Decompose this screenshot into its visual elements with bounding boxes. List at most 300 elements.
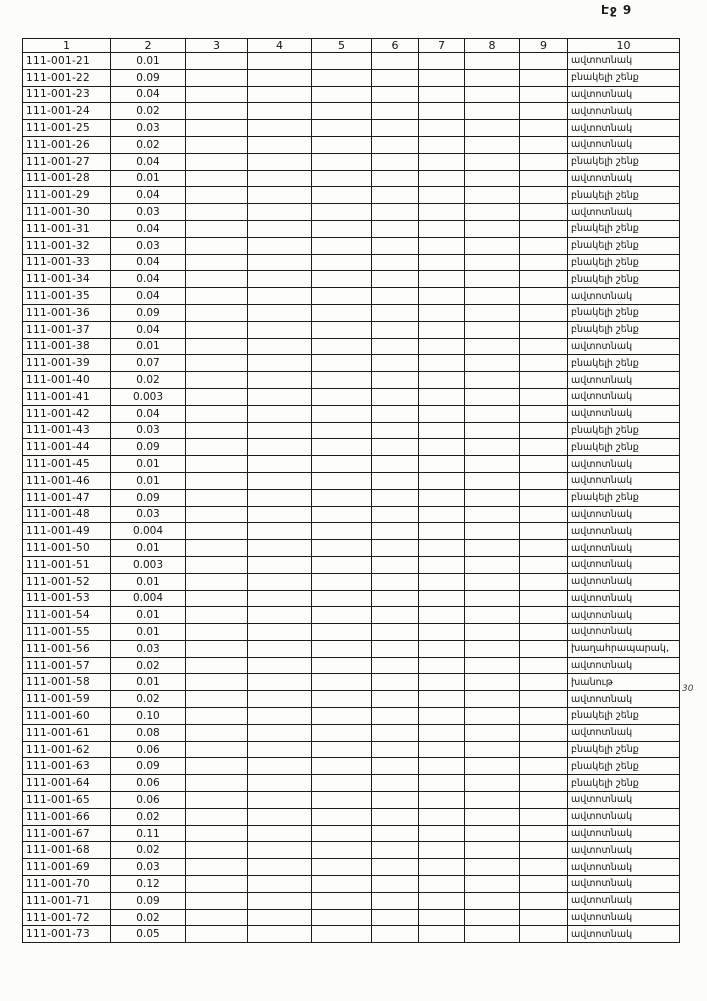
column-header: 8 — [465, 39, 520, 53]
cell-empty — [312, 53, 372, 70]
cell-empty — [248, 321, 312, 338]
cell-parcel-code: 111-001-67 — [23, 825, 111, 842]
cell-property-type: ավտոտնակ — [568, 657, 680, 674]
cell-empty — [248, 556, 312, 573]
table-row — [23, 506, 680, 523]
cell-empty — [372, 304, 419, 321]
cell-empty — [248, 187, 312, 204]
cell-empty — [186, 556, 248, 573]
cell-empty — [248, 674, 312, 691]
cell-property-type: բնակելի շենք — [568, 237, 680, 254]
cell-empty — [520, 590, 568, 607]
cell-parcel-code: 111-001-44 — [23, 439, 111, 456]
table-row — [23, 136, 680, 153]
cell-property-type: ավտոտնակ — [568, 86, 680, 103]
cell-parcel-code: 111-001-33 — [23, 254, 111, 271]
table-row — [23, 220, 680, 237]
cell-empty — [419, 456, 465, 473]
cell-empty — [465, 220, 520, 237]
cell-empty — [520, 170, 568, 187]
cell-property-type: ավտոտնակ — [568, 388, 680, 405]
cell-empty — [312, 674, 372, 691]
cell-area-value: 0.03 — [111, 422, 186, 439]
cell-empty — [419, 909, 465, 926]
cell-property-type: ավտոտնակ — [568, 472, 680, 489]
cell-parcel-code: 111-001-54 — [23, 607, 111, 624]
cell-empty — [372, 254, 419, 271]
cell-empty — [312, 792, 372, 809]
cell-empty — [248, 271, 312, 288]
cell-empty — [465, 607, 520, 624]
cell-empty — [372, 69, 419, 86]
cell-empty — [312, 271, 372, 288]
cell-empty — [520, 338, 568, 355]
table-row — [23, 103, 680, 120]
cell-empty — [248, 909, 312, 926]
cell-empty — [520, 842, 568, 859]
table-row — [23, 439, 680, 456]
cell-empty — [186, 372, 248, 389]
cell-empty — [372, 220, 419, 237]
cell-area-value: 0.02 — [111, 136, 186, 153]
cell-area-value: 0.01 — [111, 540, 186, 557]
cell-area-value: 0.04 — [111, 153, 186, 170]
cell-property-type: ավտոտնակ — [568, 136, 680, 153]
cell-empty — [419, 120, 465, 137]
cell-empty — [372, 775, 419, 792]
cell-area-value: 0.02 — [111, 808, 186, 825]
cell-empty — [248, 624, 312, 641]
cell-area-value: 0.04 — [111, 254, 186, 271]
cell-parcel-code: 111-001-30 — [23, 204, 111, 221]
cell-empty — [419, 288, 465, 305]
cell-empty — [465, 456, 520, 473]
cell-property-type: ավտոտնակ — [568, 540, 680, 557]
cell-area-value: 0.03 — [111, 859, 186, 876]
cell-empty — [419, 271, 465, 288]
cell-empty — [520, 624, 568, 641]
cell-empty — [520, 136, 568, 153]
cell-area-value: 0.09 — [111, 489, 186, 506]
cell-empty — [312, 220, 372, 237]
cell-empty — [186, 892, 248, 909]
cell-empty — [419, 405, 465, 422]
column-header: 7 — [419, 39, 465, 53]
table-row — [23, 808, 680, 825]
cell-empty — [186, 220, 248, 237]
cell-area-value: 0.04 — [111, 271, 186, 288]
column-header: 1 — [23, 39, 111, 53]
cell-empty — [372, 439, 419, 456]
cell-empty — [419, 422, 465, 439]
table-row — [23, 372, 680, 389]
cell-empty — [312, 472, 372, 489]
cell-empty — [186, 288, 248, 305]
cell-area-value: 0.01 — [111, 624, 186, 641]
cell-empty — [312, 859, 372, 876]
cell-empty — [372, 691, 419, 708]
cell-parcel-code: 111-001-36 — [23, 304, 111, 321]
cell-property-type: բնակելի շենք — [568, 271, 680, 288]
cell-empty — [465, 640, 520, 657]
cell-empty — [419, 876, 465, 893]
cell-empty — [248, 842, 312, 859]
table-row — [23, 288, 680, 305]
cell-area-value: 0.04 — [111, 321, 186, 338]
cell-empty — [419, 86, 465, 103]
cell-empty — [465, 254, 520, 271]
cell-empty — [248, 120, 312, 137]
cell-empty — [248, 506, 312, 523]
column-header: 6 — [372, 39, 419, 53]
cell-empty — [186, 573, 248, 590]
cell-empty — [186, 103, 248, 120]
cell-empty — [186, 170, 248, 187]
cell-area-value: 0.003 — [111, 388, 186, 405]
cell-parcel-code: 111-001-24 — [23, 103, 111, 120]
cell-empty — [465, 288, 520, 305]
cell-empty — [465, 103, 520, 120]
cell-empty — [419, 489, 465, 506]
table-row — [23, 876, 680, 893]
cell-empty — [312, 153, 372, 170]
cell-area-value: 0.02 — [111, 103, 186, 120]
cell-property-type: բնակելի շենք — [568, 489, 680, 506]
cell-property-type: բնակելի շենք — [568, 741, 680, 758]
cell-empty — [248, 540, 312, 557]
cell-area-value: 0.01 — [111, 674, 186, 691]
cell-empty — [520, 892, 568, 909]
cell-empty — [520, 573, 568, 590]
cell-empty — [520, 120, 568, 137]
cell-parcel-code: 111-001-53 — [23, 590, 111, 607]
cell-empty — [312, 540, 372, 557]
cell-empty — [248, 892, 312, 909]
cell-empty — [465, 153, 520, 170]
table-row — [23, 892, 680, 909]
cell-empty — [419, 103, 465, 120]
cell-empty — [186, 624, 248, 641]
cell-property-type: ավտոտնակ — [568, 103, 680, 120]
table-row — [23, 556, 680, 573]
cell-parcel-code: 111-001-23 — [23, 86, 111, 103]
cell-area-value: 0.02 — [111, 657, 186, 674]
cell-parcel-code: 111-001-70 — [23, 876, 111, 893]
cell-parcel-code: 111-001-69 — [23, 859, 111, 876]
cell-empty — [419, 355, 465, 372]
cell-empty — [465, 792, 520, 809]
cell-area-value: 0.06 — [111, 741, 186, 758]
cell-area-value: 0.07 — [111, 355, 186, 372]
table-row — [23, 825, 680, 842]
cell-area-value: 0.01 — [111, 53, 186, 70]
cell-empty — [419, 170, 465, 187]
cell-empty — [312, 590, 372, 607]
cell-empty — [372, 388, 419, 405]
cell-empty — [248, 372, 312, 389]
cell-empty — [372, 187, 419, 204]
cell-empty — [186, 187, 248, 204]
cell-parcel-code: 111-001-73 — [23, 926, 111, 943]
table-row — [23, 338, 680, 355]
table-row — [23, 540, 680, 557]
cell-empty — [186, 825, 248, 842]
cell-parcel-code: 111-001-58 — [23, 674, 111, 691]
cell-empty — [372, 136, 419, 153]
cell-parcel-code: 111-001-22 — [23, 69, 111, 86]
cell-empty — [248, 254, 312, 271]
cell-area-value: 0.09 — [111, 69, 186, 86]
cell-area-value: 0.01 — [111, 456, 186, 473]
cell-property-type: բնակելի շենք — [568, 304, 680, 321]
cell-parcel-code: 111-001-65 — [23, 792, 111, 809]
cell-empty — [312, 758, 372, 775]
cell-empty — [465, 691, 520, 708]
cell-area-value: 0.10 — [111, 708, 186, 725]
cell-property-type: բնակելի շենք — [568, 758, 680, 775]
cell-empty — [465, 808, 520, 825]
cell-empty — [520, 220, 568, 237]
cell-parcel-code: 111-001-34 — [23, 271, 111, 288]
cell-empty — [465, 859, 520, 876]
cell-empty — [419, 573, 465, 590]
cell-empty — [312, 338, 372, 355]
table-row — [23, 304, 680, 321]
table-row — [23, 859, 680, 876]
property-table — [22, 38, 680, 943]
cell-empty — [248, 456, 312, 473]
cell-empty — [186, 472, 248, 489]
cell-property-type: ավտոտնակ — [568, 204, 680, 221]
table-row — [23, 204, 680, 221]
cell-empty — [520, 506, 568, 523]
cell-empty — [419, 372, 465, 389]
cell-empty — [312, 556, 372, 573]
column-header: 9 — [520, 39, 568, 53]
cell-empty — [372, 859, 419, 876]
cell-empty — [465, 876, 520, 893]
cell-empty — [419, 775, 465, 792]
cell-empty — [248, 590, 312, 607]
cell-area-value: 0.02 — [111, 909, 186, 926]
cell-empty — [372, 808, 419, 825]
cell-empty — [520, 254, 568, 271]
cell-area-value: 0.004 — [111, 590, 186, 607]
cell-empty — [312, 422, 372, 439]
cell-empty — [520, 422, 568, 439]
cell-empty — [520, 489, 568, 506]
table-row — [23, 86, 680, 103]
cell-empty — [186, 254, 248, 271]
cell-empty — [312, 691, 372, 708]
cell-empty — [312, 204, 372, 221]
cell-parcel-code: 111-001-25 — [23, 120, 111, 137]
cell-area-value: 0.01 — [111, 472, 186, 489]
table-row — [23, 53, 680, 70]
cell-empty — [312, 489, 372, 506]
cell-property-type: ավտոտնակ — [568, 825, 680, 842]
cell-empty — [186, 204, 248, 221]
cell-empty — [465, 372, 520, 389]
cell-empty — [419, 388, 465, 405]
cell-empty — [312, 724, 372, 741]
cell-property-type: ավտոտնակ — [568, 556, 680, 573]
cell-empty — [520, 271, 568, 288]
cell-empty — [248, 758, 312, 775]
cell-empty — [465, 624, 520, 641]
cell-empty — [465, 321, 520, 338]
cell-empty — [465, 674, 520, 691]
cell-empty — [419, 926, 465, 943]
table-row — [23, 590, 680, 607]
cell-empty — [372, 573, 419, 590]
cell-parcel-code: 111-001-45 — [23, 456, 111, 473]
cell-empty — [419, 304, 465, 321]
cell-empty — [372, 523, 419, 540]
table-row — [23, 708, 680, 725]
cell-parcel-code: 111-001-62 — [23, 741, 111, 758]
cell-parcel-code: 111-001-35 — [23, 288, 111, 305]
cell-parcel-code: 111-001-28 — [23, 170, 111, 187]
cell-property-type: բնակելի շենք — [568, 153, 680, 170]
cell-property-type: ավտոտնակ — [568, 808, 680, 825]
cell-empty — [520, 86, 568, 103]
cell-empty — [372, 506, 419, 523]
cell-area-value: 0.04 — [111, 86, 186, 103]
cell-parcel-code: 111-001-57 — [23, 657, 111, 674]
cell-empty — [372, 120, 419, 137]
cell-parcel-code: 111-001-51 — [23, 556, 111, 573]
cell-empty — [372, 372, 419, 389]
cell-property-type: ավտոտնակ — [568, 842, 680, 859]
cell-empty — [419, 708, 465, 725]
cell-empty — [248, 607, 312, 624]
table-row — [23, 657, 680, 674]
cell-property-type: ավտոտնակ — [568, 523, 680, 540]
table-row — [23, 758, 680, 775]
cell-empty — [520, 321, 568, 338]
cell-empty — [419, 472, 465, 489]
cell-empty — [312, 640, 372, 657]
cell-area-value: 0.06 — [111, 775, 186, 792]
cell-property-type: բնակելի շենք — [568, 708, 680, 725]
cell-parcel-code: 111-001-21 — [23, 53, 111, 70]
cell-empty — [186, 271, 248, 288]
cell-empty — [372, 170, 419, 187]
cell-empty — [465, 909, 520, 926]
table-row — [23, 69, 680, 86]
cell-empty — [248, 220, 312, 237]
cell-area-value: 0.03 — [111, 506, 186, 523]
table-row — [23, 674, 680, 691]
table-row — [23, 422, 680, 439]
cell-empty — [312, 506, 372, 523]
cell-empty — [248, 204, 312, 221]
cell-empty — [520, 708, 568, 725]
cell-empty — [312, 372, 372, 389]
cell-empty — [419, 136, 465, 153]
table-row — [23, 624, 680, 641]
cell-empty — [520, 926, 568, 943]
cell-parcel-code: 111-001-38 — [23, 338, 111, 355]
cell-property-type: ավտոտնակ — [568, 926, 680, 943]
cell-empty — [312, 237, 372, 254]
cell-empty — [186, 53, 248, 70]
cell-area-value: 0.01 — [111, 170, 186, 187]
cell-empty — [372, 640, 419, 657]
cell-empty — [186, 876, 248, 893]
cell-parcel-code: 111-001-46 — [23, 472, 111, 489]
cell-area-value: 0.03 — [111, 204, 186, 221]
cell-empty — [465, 825, 520, 842]
cell-empty — [372, 825, 419, 842]
cell-empty — [419, 607, 465, 624]
cell-empty — [186, 153, 248, 170]
cell-empty — [248, 691, 312, 708]
cell-empty — [465, 556, 520, 573]
cell-empty — [186, 808, 248, 825]
cell-empty — [419, 758, 465, 775]
cell-empty — [248, 724, 312, 741]
cell-property-type: բնակելի շենք — [568, 187, 680, 204]
cell-empty — [372, 338, 419, 355]
cell-empty — [186, 842, 248, 859]
cell-empty — [520, 355, 568, 372]
cell-empty — [186, 523, 248, 540]
cell-empty — [372, 540, 419, 557]
cell-empty — [520, 540, 568, 557]
cell-empty — [372, 237, 419, 254]
cell-empty — [372, 489, 419, 506]
cell-empty — [520, 472, 568, 489]
cell-empty — [248, 136, 312, 153]
cell-parcel-code: 111-001-48 — [23, 506, 111, 523]
cell-empty — [520, 758, 568, 775]
cell-empty — [419, 153, 465, 170]
cell-property-type: ավտոտնակ — [568, 624, 680, 641]
cell-empty — [465, 573, 520, 590]
cell-empty — [465, 758, 520, 775]
cell-parcel-code: 111-001-29 — [23, 187, 111, 204]
cell-property-type: ավտոտնակ — [568, 456, 680, 473]
cell-empty — [186, 388, 248, 405]
cell-empty — [186, 136, 248, 153]
table-row — [23, 254, 680, 271]
cell-area-value: 0.003 — [111, 556, 186, 573]
cell-empty — [186, 338, 248, 355]
cell-empty — [419, 204, 465, 221]
cell-empty — [372, 708, 419, 725]
cell-empty — [520, 859, 568, 876]
cell-empty — [520, 640, 568, 657]
table-row — [23, 775, 680, 792]
table-row — [23, 741, 680, 758]
cell-empty — [248, 472, 312, 489]
cell-property-type: ավտոտնակ — [568, 573, 680, 590]
cell-property-type: ավտոտնակ — [568, 792, 680, 809]
cell-empty — [248, 86, 312, 103]
cell-empty — [312, 825, 372, 842]
cell-empty — [520, 775, 568, 792]
cell-empty — [312, 187, 372, 204]
cell-empty — [372, 153, 419, 170]
cell-empty — [520, 237, 568, 254]
cell-empty — [312, 573, 372, 590]
cell-empty — [419, 657, 465, 674]
cell-empty — [248, 405, 312, 422]
cell-empty — [520, 187, 568, 204]
cell-empty — [372, 288, 419, 305]
